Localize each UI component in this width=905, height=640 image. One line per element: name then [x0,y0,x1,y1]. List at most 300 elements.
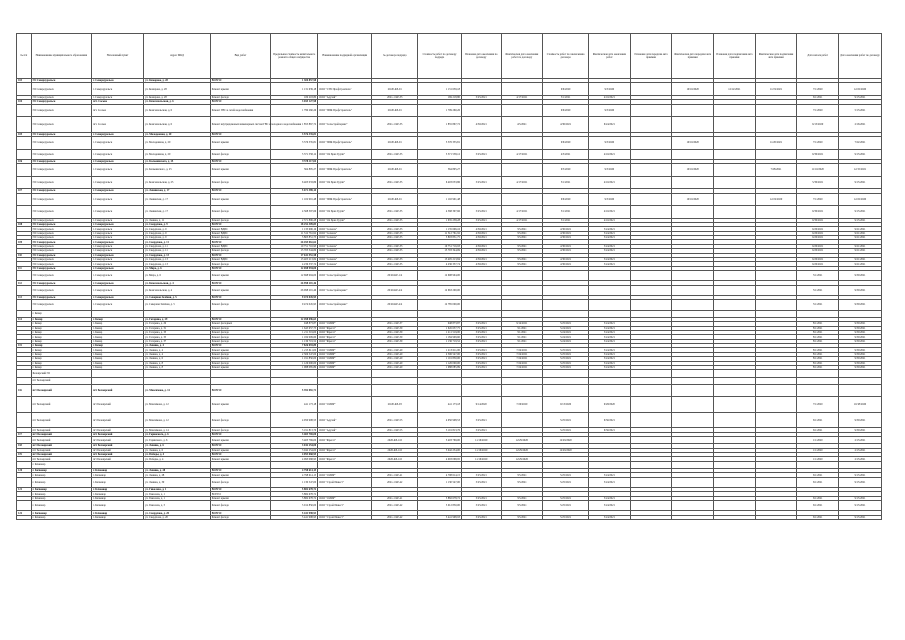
table-cell: г. Кемер [92,322,144,326]
table-cell: 2021-1 КР-35 [372,236,418,240]
table-row [17,397,882,413]
table-cell: 113 [17,295,32,299]
column-header: Дата окончания работ по договору [839,34,882,79]
table-cell: 1 645 657,75 [271,326,318,330]
table-cell: ул. Комсомольская, д. 4 [144,281,211,285]
table-cell: 6/30/2021 [797,206,839,219]
table-cell: 4/30/2021 [461,227,501,231]
table-cell: ул. Максимова, д. 14 [144,428,211,432]
table-cell [372,461,418,468]
table-cell: 2021-1 КР-39 [372,330,418,334]
table-cell [589,370,631,377]
table-cell: 6/20/2021 [797,231,839,235]
table-cell [210,461,270,468]
table-cell: Ремонт фасада [210,218,270,222]
table-cell: 9/30/2021 [839,352,882,356]
table-cell: 4/30/2021 [543,249,589,253]
table-cell: 5/24/2021 [589,477,631,487]
table-cell [755,370,797,377]
table-cell: 12 498 096,63 [271,317,318,321]
group-row [17,310,882,317]
repair-register-table [16,33,882,520]
table-cell: г. Качканар [92,492,144,496]
table-cell: пгт Белоярский [31,412,91,428]
table-cell: г. Североуральск [92,231,144,235]
table-cell: ООО "Строй Инвест" [318,515,372,519]
table-cell: пгт Белоярский [31,384,91,397]
table-cell: г. Североуральск [92,137,144,150]
table-cell [630,384,672,397]
table-cell: г. Кемер [31,335,91,339]
table-cell: 5/24/2021 [589,501,631,511]
table-cell: ГО Североуральск [31,240,91,244]
table-cell: 4/17/2021 [501,149,543,159]
table-cell: Ремонт фасада [210,262,270,266]
table-cell: 3/1/2021 [501,326,543,330]
table-cell: пгт Белоярский [92,457,144,461]
table-cell: 4/30/2021 [461,262,501,266]
table-cell: 1 799 260,26 [418,104,462,117]
table-cell: 1 130 547,00 [271,477,318,487]
table-cell: 9/3/2020 [589,164,631,177]
table-cell: Ремонт фасада [210,428,270,432]
table-cell: 5/25/2021 [543,322,589,326]
table-cell: 4/30/2021 [461,244,501,248]
table-cell [461,104,501,117]
table-cell: 4 798 614,15 [271,469,318,473]
table-cell: ГО Североуральск [31,300,91,310]
table-cell [318,370,372,377]
table-cell [17,193,32,206]
table-cell: ВСЕГО: [210,100,270,104]
table-cell [714,149,756,159]
table-cell: 1/1/2020 [797,448,839,452]
table-cell: г. Североуральск [92,236,144,240]
table-cell: ГО Североуральск [31,295,91,299]
table-cell: 110 [17,253,32,257]
table-cell [318,384,372,397]
table-cell: 5/24/2021 [589,236,631,240]
table-cell: 3 042 254,00 [271,448,318,452]
table-cell: г. Североуральск [92,244,144,248]
table-cell: г. Североуральск [92,164,144,177]
table-cell [714,461,756,468]
table-cell: 7 826 093,89 [271,344,318,348]
table-cell: ООО "Сельстройсервис" [318,117,372,133]
table-cell [17,377,32,384]
table-cell: г. Североуральск [92,285,144,295]
table-cell: 5 191 813,76 [271,428,318,432]
table-cell: ул. Свердлова, д. 13 [144,253,211,257]
table-cell: 2020-КР-110 [372,457,418,461]
table-cell: 2021-1 КР-41 [372,473,418,477]
table-cell: 2021-1 КР-40 [372,366,418,370]
table-cell: ГО Североуральск [31,95,91,99]
table-cell: 7/1/2020 [797,83,839,96]
table-cell: 6/1/2021 [797,428,839,432]
table-cell [589,300,631,310]
column-header: № договора подряда [372,34,418,79]
table-cell: ООО "Сельстройсервис" [318,285,372,295]
table-cell: г. Качканар [31,501,91,511]
table-cell: ООО "Фрегат" [318,326,372,330]
table-cell: 8/1/2021 [797,361,839,365]
table-cell [144,310,211,317]
table-cell: 3 576 335,81 [271,137,318,150]
table-cell [672,285,714,295]
column-header: Стоимость работ по договору подряда [418,34,462,79]
table-cell: 12 785 000,00 [418,300,462,310]
table-cell: 9/14/2021 [501,322,543,326]
table-cell: 26 998 201,46 [271,281,318,285]
table-cell: г. Качканар [31,515,91,519]
column-header: Фактическая дата подписания акта приемки [755,34,797,79]
table-cell [714,117,756,133]
table-cell: 2021-1 КР-40 [372,357,418,361]
table-cell: ВСЕГО: [210,492,270,496]
table-cell: 5/25/2021 [461,95,501,99]
table-cell: 8/1/2021 [797,366,839,370]
table-cell [630,370,672,377]
table-cell: 3 576 335,81 [418,137,462,150]
table-cell: г. Кемер [31,330,91,334]
table-cell: 9/15/2021 [839,515,882,519]
table-cell: пгт Белоярский [31,397,91,413]
table-cell: 108 [17,222,32,226]
table-cell: 7/24/2021 [501,357,543,361]
table-cell: 5/25/2021 [461,206,501,219]
table-cell: ВСЕГО: [210,488,270,492]
table-cell: 2021-1 КР-40 [372,348,418,352]
table-cell: 2021-1 КР-39 [372,339,418,343]
table-cell: 4/16/2021 [589,176,631,189]
table-cell: 3/5/2021 [501,515,543,519]
table-cell: 2021-1 КР-39 [372,326,418,330]
table-cell: Ремонт фасада [210,330,270,334]
table-cell [501,285,543,295]
table-cell: ул. Кальвинского, д. 25 [144,159,211,163]
table-cell [501,193,543,206]
table-cell: 5 441 998,93 [418,515,462,519]
table-cell: 9/30/2021 [839,412,882,428]
table-cell: 5/25/2021 [461,149,501,159]
table-cell: 20/20-КР-4/4 [372,300,418,310]
table-cell: 4/30/2021 [543,258,589,262]
table-cell: 5/24/2021 [589,249,631,253]
table-cell [755,477,797,487]
table-cell: 4 093 068,95 [418,457,462,461]
table-cell: 5/25/2021 [461,366,501,370]
table-cell [461,285,501,295]
table-cell: Ремонт ГВС и сетей водоснабжения [210,104,270,117]
column-header: Населенный пункт [92,34,144,79]
table-cell: ул. Гагарина, д. 37 [144,339,211,343]
table-cell [672,117,714,133]
table-cell: 2020-КР-110 [372,437,418,444]
table-cell: 4/17/2021 [501,206,543,219]
table-cell: Ремонт фасада [210,352,270,356]
table-cell: Ремонт фасадных [210,322,270,326]
table-cell [461,137,501,150]
table-cell: 12/22/2020 [839,83,882,96]
table-cell: 5/24/2021 [589,366,631,370]
table-cell: 8/1/2021 [797,348,839,352]
table-cell: 1 136 719,52 [271,339,318,343]
table-cell: ул. Свердлова, д. 9 [144,231,211,235]
table-cell [672,300,714,310]
table-cell: 4/30/2021 [461,249,501,253]
table-cell: ул. Северная Зелёная, д. 5 [144,295,211,299]
table-cell: 9/28/2020 [589,397,631,413]
table-cell: 2021-1 КР-33 [372,227,418,231]
table-cell: ГО Североуральск [31,236,91,240]
table-cell: ул. Комарова, д. 28 [144,83,211,96]
table-cell: 7/28/2021 [755,164,797,177]
table-cell: ГО Североуральск [31,285,91,295]
table-cell [461,300,501,310]
table-cell [589,271,631,281]
table-cell: ООО "Сельтек" [318,258,372,262]
table-cell: 4 093 068,95 [271,453,318,457]
table-cell: Ремонт фасада [210,236,270,240]
table-cell: 6/20/2021 [797,262,839,266]
table-cell: ООО "СМИР" [318,361,372,365]
table-cell: г. Кемер [92,339,144,343]
table-cell [755,397,797,413]
table-cell [501,104,543,117]
table-cell: 4/30/2021 [461,231,501,235]
table-cell: Ремонт внутридомовых инженерных систем ГВС и холодного водоснабжения [210,117,270,133]
table-cell: 8/1/2021 [797,352,839,356]
table-cell: 169 218,80 [418,95,462,99]
table-cell: 9/30/2021 [839,366,882,370]
table-cell: 103 [17,79,32,83]
table-cell: ООО "СМИР" [318,322,372,326]
table-cell [672,149,714,159]
table-cell: 12/15/2021 [839,164,882,177]
table-cell: ул. Свердлова, д. 11 [144,240,211,244]
table-cell: г. Североуральск [92,132,144,136]
table-cell: 2021-1 КР-35 [372,218,418,222]
table-cell [714,437,756,444]
table-cell: г. Североуральск [92,262,144,266]
table-cell: 7/1/2020 [797,137,839,150]
table-cell [630,206,672,219]
table-cell: 3/5/2021 [501,244,543,248]
table-cell: 2021-1 КР-33 [372,258,418,262]
table-cell: ул. Ленина, д. 4 [144,344,211,348]
table-cell: 7/22/2021 [839,137,882,150]
table-cell: 7/24/2021 [501,361,543,365]
table-cell [672,515,714,519]
table-cell: ул. Свердлова, д. 20 [144,515,211,519]
table-cell: 9/30/2021 [839,285,882,295]
table-cell [630,164,672,177]
table-cell [630,501,672,511]
table-cell: г. Качканар [92,469,144,473]
table-cell: 5/25/2021 [461,335,501,339]
table-cell [372,310,418,317]
table-cell [17,149,32,159]
table-cell [755,104,797,117]
table-cell: 9/13/2020 [543,397,589,413]
table-cell: 1 645 657,75 [418,326,462,330]
table-cell: 4/30/2021 [543,227,589,231]
table-cell: 1 126 000,00 [271,361,318,365]
table-cell: ул. Молодежная, д. 20 [144,149,211,159]
table-cell: 2/15/2021 [839,437,882,444]
table-cell [461,310,501,317]
table-cell [672,176,714,189]
table-cell [543,384,589,397]
table-cell: 12/29/2020 [543,437,589,444]
table-cell [589,285,631,295]
table-cell: г. Кемер [92,348,144,352]
table-cell: ГО Североуральск [31,83,91,96]
table-cell: 11/19/2021 [755,83,797,96]
table-cell: ООО "СК Бриз Групп" [318,176,372,189]
table-cell: 2021-1 КР-35 [372,149,418,159]
table-cell: пгт Белоярский [31,457,91,461]
table-cell: ГО Североуральск [31,231,91,235]
table-cell: 10/16/2020 [672,83,714,96]
table-cell: ВСЕГО: [210,384,270,397]
table-cell: 3/5/2021 [501,496,543,500]
table-cell: ул. Ленина, д. 4 [144,348,211,352]
table-cell [839,370,882,377]
table-cell: 15 703 344,69 [418,249,462,253]
table-cell: Ремонт крыши [210,437,270,444]
table-cell: 5/25/2021 [543,515,589,519]
table-cell: 4 950 908,53 [271,412,318,428]
table-cell: Ремонт крыши [210,137,270,150]
table-cell: 1 191 850,00 [418,357,462,361]
table-cell [271,370,318,377]
table-cell: ул. Комсомольская, д. 25 [144,176,211,189]
table-cell: 26 998 201,46 [271,285,318,295]
table-cell: ВСЕГО: [210,511,270,515]
table-cell: 5/24/2021 [589,352,631,356]
table-cell: ул. Ленинская, д. 17 [144,189,211,193]
table-cell: 4/3/2021 [543,149,589,159]
table-cell: г. Североуральск [92,149,144,159]
table-cell: ООО "СМИР" [318,357,372,361]
table-cell [589,377,631,384]
table-cell: 121 [17,488,32,492]
table-cell [92,461,144,468]
table-cell: 3/1/2021 [543,206,589,219]
table-cell: 7/24/2021 [501,348,543,352]
table-cell: 2/15/2021 [839,457,882,461]
table-cell [714,206,756,219]
table-cell [501,384,543,397]
table-cell [630,437,672,444]
table-cell [461,377,501,384]
table-cell: 9/21/2021 [839,227,882,231]
table-cell: 5/24/2021 [589,361,631,365]
table-cell: ООО "Сельстройсервис" [318,300,372,310]
table-cell [17,285,32,295]
table-cell: 5/25/2021 [543,361,589,365]
table-cell: ул. Гагарина, д. 29 [144,317,211,321]
table-cell: ООО "ПИК Профстроитель" [318,164,372,177]
table-cell: г. Североуральск [92,249,144,253]
table-cell: 9/3/2020 [589,193,631,206]
column-header: Фактическая дата окончания работ по договору [501,34,543,79]
table-cell [17,310,32,317]
table-cell [17,164,32,177]
table-cell: Ремонт фасада [210,149,270,159]
group-row [17,370,882,377]
table-cell: 5/25/2021 [461,477,501,487]
table-cell [714,384,756,397]
table-cell [17,515,32,519]
table-cell [543,300,589,310]
table-cell: 5/25/2021 [543,428,589,432]
table-cell: 9/6/2020 [543,193,589,206]
table-cell [501,271,543,281]
table-cell: 3/5/2021 [501,473,543,477]
table-cell: 9/15/2021 [839,95,882,99]
table-cell: г. Североуральск [92,189,144,193]
table-cell: 17 641 551,58 [271,253,318,257]
table-cell: 5/24/2021 [589,227,631,231]
table-cell: пгт Белоярский [31,437,91,444]
table-cell: 8/1/2021 [797,339,839,343]
table-cell [755,384,797,397]
table-cell: 1 211 519,00 [271,330,318,334]
table-cell [672,310,714,317]
table-cell: г. Кемер [92,335,144,339]
table-cell: 1 135 696,16 [418,227,462,231]
table-cell: 6/1/2021 [797,496,839,500]
table-cell: 6 403 033,86 [418,176,462,189]
table-cell: 8/1/2021 [797,335,839,339]
table-cell: ул. Ленина, д. 30 [144,477,211,487]
table-cell [501,461,543,468]
table-row [17,206,882,219]
table-cell: Белоярский ГО [31,370,91,377]
table-cell: 13 405 213,84 [271,258,318,262]
table-cell: 4/30/2021 [543,262,589,266]
table-cell: 1 988 085,89 [418,366,462,370]
table-cell: ГО Североуральск [31,253,91,257]
table-cell: Ремонт крыши [210,83,270,96]
table-cell: 1 131 639,18 [271,83,318,96]
table-cell [418,377,462,384]
table-cell [543,310,589,317]
table-cell [672,477,714,487]
table-cell: 5/24/2021 [589,231,631,235]
table-cell [755,149,797,159]
table-cell [714,300,756,310]
table-cell: 6/1/2021 [797,515,839,519]
table-cell: ООО "Сельтек" [318,244,372,248]
table-cell: пгт Белоярский [31,432,91,436]
table-cell: 4/16/2021 [589,149,631,159]
table-cell: 169 218,80 [271,95,318,99]
table-cell: пгт Белоярский [31,453,91,457]
table-cell: 9/21/2021 [839,231,882,235]
table-cell: 3/5/2021 [501,231,543,235]
table-cell: 4/30/2021 [543,231,589,235]
table-cell: 1 799 260,26 [271,104,318,117]
table-cell: 7/1/2020 [797,193,839,206]
table-cell: 4/5/2021 [501,117,543,133]
table-cell [17,437,32,444]
table-cell: г. Кемер [31,310,91,317]
table-cell: ВСЕГО: [210,189,270,193]
